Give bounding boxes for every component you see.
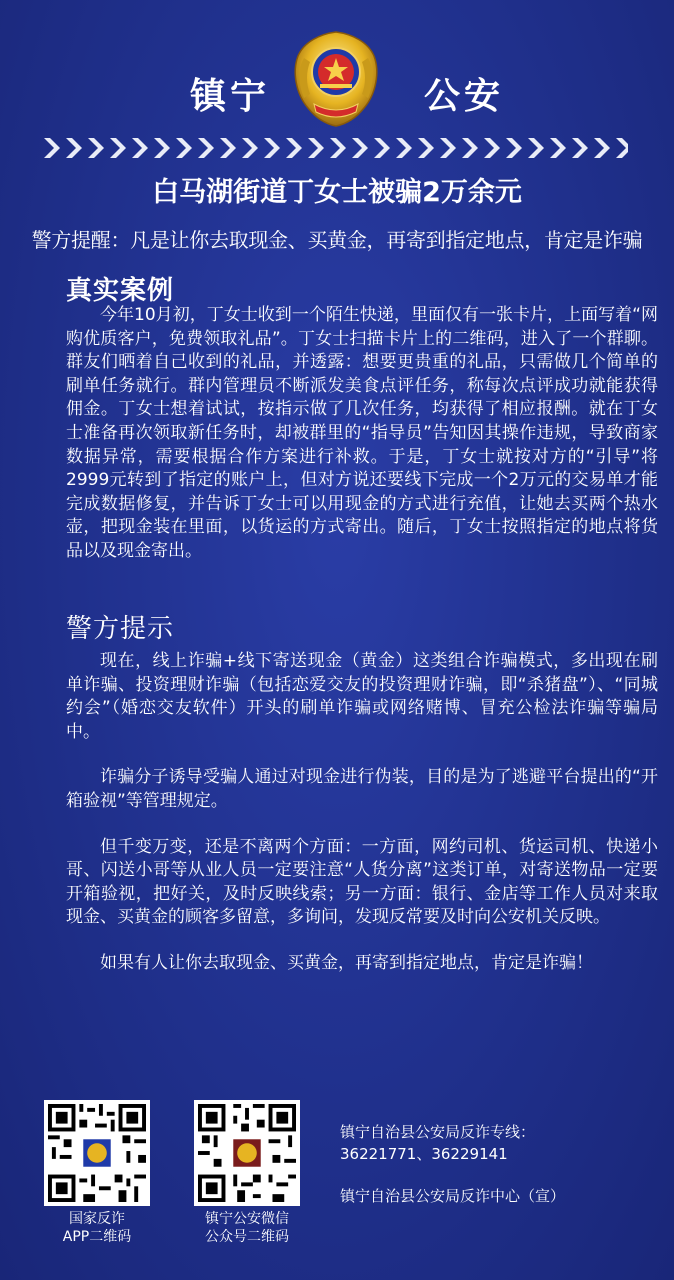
anti-fraud-center-name: 镇宁自治县公安局反诈中心（宣） — [340, 1187, 566, 1205]
hotline-numbers: 36221771、36229141 — [340, 1145, 508, 1163]
anti-fraud-app-qr-code[interactable] — [44, 1100, 150, 1206]
header-right-text: 公安 — [424, 76, 505, 117]
page-title: 白马湖街道丁女士被骗2万余元 — [152, 177, 522, 208]
hotline-label: 镇宁自治县公安局反诈专线： — [340, 1123, 536, 1141]
case-body — [66, 304, 658, 564]
tips-heading: 警方提示 — [66, 614, 175, 644]
header-left-text: 镇宁 — [190, 76, 271, 117]
wechat-official-account-qr-code[interactable] — [194, 1100, 300, 1206]
tips-paragraph: 但千变万变，还是不离两个方面：一方面，网约司机、货运司机、快递小哥、闪送小哥等从业人员一定要注意“人货分离”这类订单，对寄送物品一定要开箱验视，把好关，及时反映线索；另一方面：银行、金店等工作人员对来取现金、买黄金的顾客多留意，多询问，发现反常要及时向公安机关反映。 — [66, 836, 658, 928]
qr1-caption — [22, 1210, 172, 1246]
qr2-caption-line: 镇宁公安微信 — [205, 1211, 289, 1227]
tips-paragraph: 现在，线上诈骗+线下寄送现金（黄金）这类组合诈骗模式，多出现在刷单诈骗、投资理财诈骗（包括恋爱交友的投资理财诈骗，即“杀猪盘”）、“同城约会”（婚恋交友软件）开头的刷单诈骗或网络赌博、冒充公检法诈骗等骗局中。 — [66, 651, 658, 742]
chevron-divider — [42, 136, 628, 160]
qr1-caption-line: APP二维码 — [62, 1229, 132, 1245]
tips-paragraph: 诈骗分子诱导受骗人通过对现金进行伪装，目的是为了逃避平台提出的“开箱验视”等管理规定。 — [66, 767, 658, 811]
police-emblem-icon — [290, 28, 382, 128]
qr2-caption-line: 公众号二维码 — [205, 1229, 289, 1245]
qr-code-icon — [48, 1104, 146, 1202]
qr2-caption — [172, 1210, 322, 1246]
case-heading: 真实案例 — [66, 276, 175, 306]
qr-code-icon — [198, 1104, 296, 1202]
tips-paragraph: 如果有人让你去取现金、买黄金，再寄到指定地点，肯定是诈骗！ — [100, 952, 593, 973]
police-warning: 警方提醒：凡是让你去取现金、买黄金，再寄到指定地点，肯定是诈骗 — [31, 228, 643, 252]
header — [0, 28, 674, 128]
tips-body — [66, 650, 658, 998]
case-paragraph: 今年10月初，丁女士收到一个陌生快递，里面仅有一张卡片，上面写着“网购优质客户，免费领取礼品”。丁女士扫描卡片上的二维码，进入了一个群聊。群友们晒着自己收到的礼品，并透露：想要更贵重的礼品，只需做几个简单的刷单任务就行。群内管理员不断派发美食点评任务，称每次点评成功就能获得佣金。丁女士想着试试，按指示做了几次任务，均获得了相应报酬。就在丁女士准备再次领取新任务时，却被群里的“指导员”告知因其操作违规，导致商家数据异常，需要根据合作方案进行补救。于是，丁女士就按对方的“引导”将2999元转到了指定的账户上，但对方说还要线下完成一个2万元的交易单才能完成数据修复，并告诉丁女士可以用现金的方式进行充值，让她去买两个热水壶，把现金装在里面，以货运的方式寄出。随后，丁女士按照指定的地点将货品以及现金寄出。 — [66, 305, 658, 561]
qr1-caption-line: 国家反诈 — [69, 1211, 125, 1227]
